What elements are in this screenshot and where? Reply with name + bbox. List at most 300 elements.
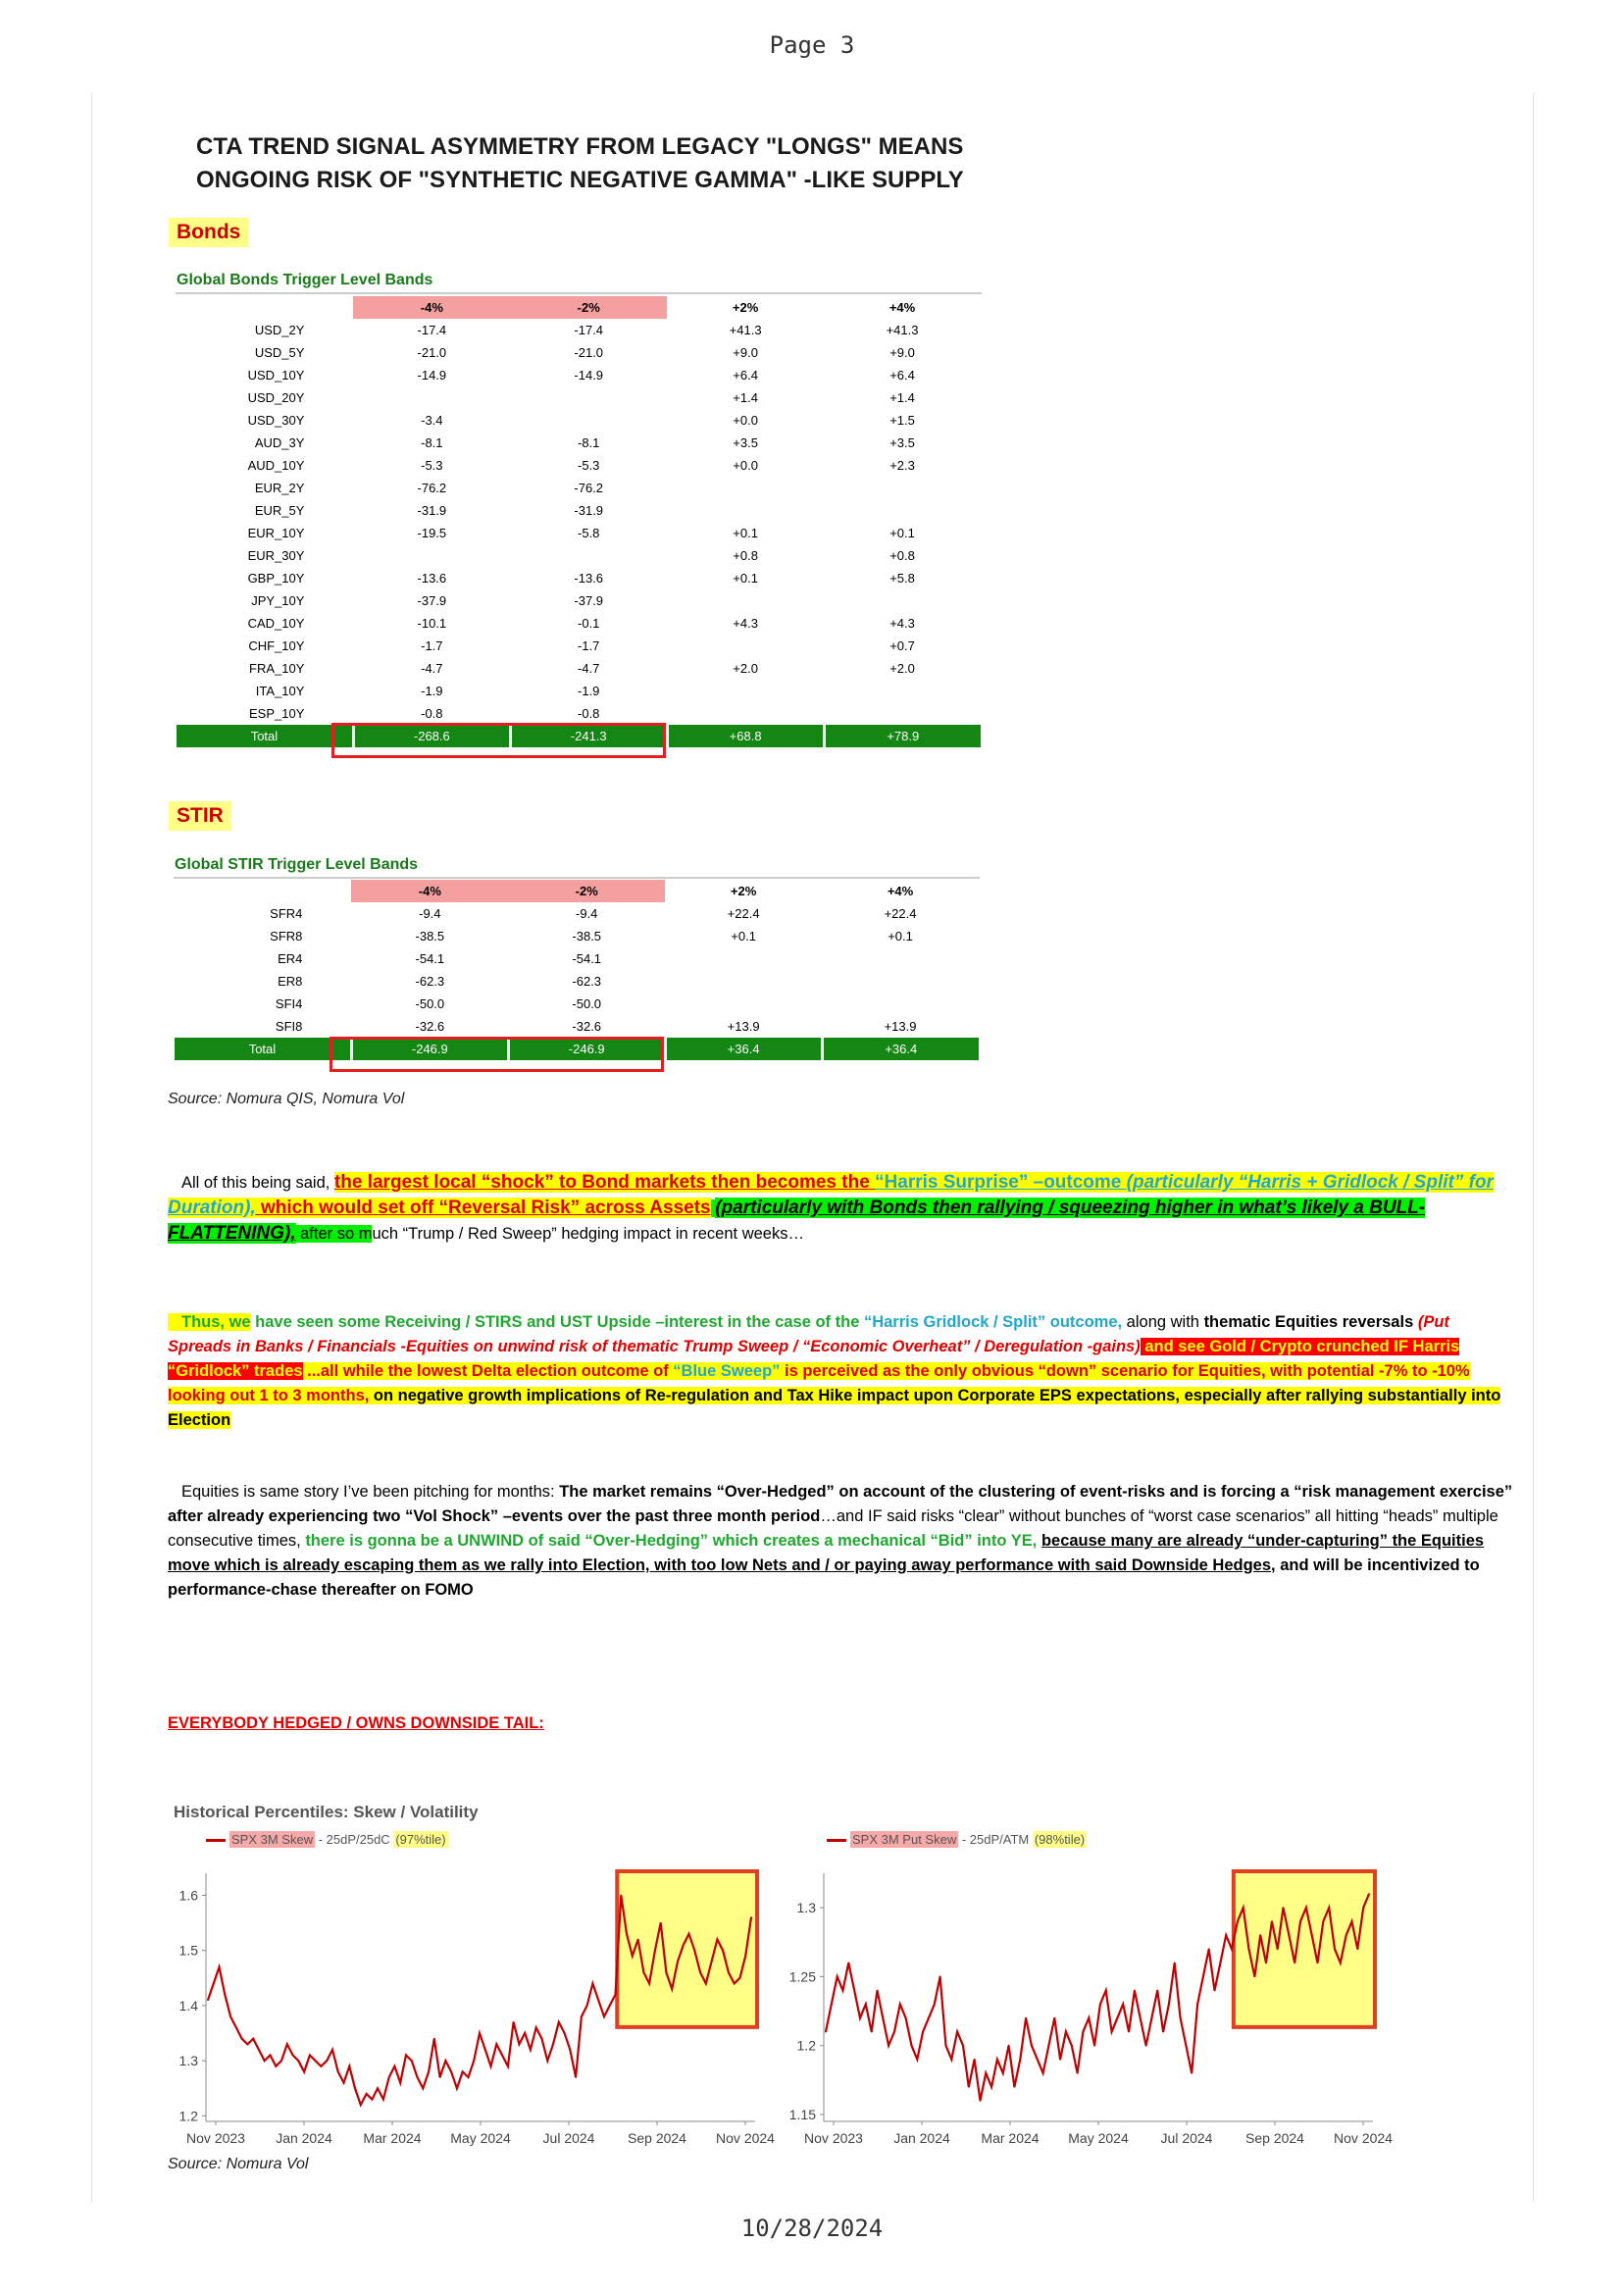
data-point <box>865 2004 867 2006</box>
data-point <box>219 1966 221 1968</box>
data-point <box>1071 2045 1073 2047</box>
data-point <box>507 2065 509 2067</box>
data-point <box>1328 1907 1330 1909</box>
data-point <box>321 2065 323 2067</box>
data-point <box>280 2060 282 2062</box>
row-label: EUR_2Y <box>254 481 305 495</box>
row-label: GBP_10Y <box>247 571 305 586</box>
data-point <box>1145 2045 1147 2047</box>
data-point <box>996 2059 998 2061</box>
data-point <box>847 1963 849 1964</box>
table-cell <box>822 947 979 970</box>
p3-unwind: there is gonna be a UNWIND of said “Over-Hedging” which creates a mechanical “Bid” into YE, <box>305 1532 1038 1550</box>
data-point <box>1294 1963 1295 1964</box>
table-cell: +13.9 <box>727 1019 760 1034</box>
row-label: USD_5Y <box>254 345 305 360</box>
total-cell: -268.6 <box>353 725 510 747</box>
page-header: Page 3 <box>769 31 855 59</box>
table-cell: -9.4 <box>419 906 441 921</box>
table-cell <box>665 993 822 1015</box>
data-point <box>671 1988 673 1990</box>
x-tick-label: Jan 2024 <box>893 2130 950 2146</box>
data-point <box>711 1961 713 1963</box>
table-cell <box>824 499 981 522</box>
data-point <box>911 2045 913 2047</box>
table-cell: -32.6 <box>415 1019 445 1034</box>
row-label: ER8 <box>278 974 303 989</box>
x-tick-label: Jul 2024 <box>1160 2130 1213 2146</box>
bonds-title-rule <box>176 292 982 294</box>
table-cell: -17.4 <box>417 323 447 337</box>
data-point <box>241 2038 243 2040</box>
table-header-row <box>177 296 981 319</box>
table-row <box>177 635 981 657</box>
row-label: SFI4 <box>275 996 303 1011</box>
table-cell: +0.1 <box>733 526 758 540</box>
p1-after-so-m: after so m <box>295 1225 373 1243</box>
table-cell: -54.1 <box>415 951 445 966</box>
data-point <box>394 2065 396 2067</box>
bonds-table-title: Global Bonds Trigger Level Bands <box>177 272 433 288</box>
table-cell: -5.8 <box>578 526 600 540</box>
chart-2-legend-pct: (98%tile) <box>1034 1832 1086 1847</box>
row-label: SFR4 <box>270 906 303 921</box>
data-point <box>842 1990 844 1992</box>
data-point <box>377 2087 379 2089</box>
table-cell: -31.9 <box>417 503 447 518</box>
data-point <box>354 2087 356 2089</box>
data-point <box>1053 2017 1055 2019</box>
data-point <box>1351 1920 1353 1922</box>
data-point <box>252 2038 254 2040</box>
y-tick-label: 1.3 <box>796 1900 816 1916</box>
data-point <box>609 2005 611 2007</box>
chart-1-legend-pct: (97%tile) <box>395 1832 446 1847</box>
data-point <box>462 2071 464 2073</box>
data-point <box>1202 1976 1204 1978</box>
chart-2-legend-desc: - 25dP/ATM <box>958 1832 1033 1847</box>
total-cell: +36.4 <box>822 1038 979 1060</box>
data-point <box>337 2071 339 2073</box>
table-cell: -38.5 <box>415 929 445 943</box>
data-point <box>229 2015 231 2017</box>
data-point <box>552 2043 554 2045</box>
data-point <box>1362 1907 1364 1909</box>
table-cell <box>667 702 824 725</box>
chart-1-legend-swatch <box>206 1839 226 1842</box>
data-point <box>1248 1948 1250 1950</box>
table-cell: +0.1 <box>733 571 758 586</box>
row-label: ER4 <box>278 951 303 966</box>
data-point <box>1128 2031 1130 2033</box>
data-point <box>1031 2045 1033 2047</box>
table-cell: -4.7 <box>578 661 600 676</box>
table-cell: +1.4 <box>733 390 758 405</box>
table-cell <box>824 680 981 702</box>
left-margin-line <box>91 93 92 2202</box>
table-cell: -1.9 <box>578 684 600 698</box>
y-tick-label: 1.2 <box>796 2037 816 2054</box>
data-point <box>1340 1963 1342 1964</box>
y-tick-label: 1.15 <box>788 2106 816 2122</box>
data-point <box>956 2031 958 2033</box>
table-cell: +6.4 <box>889 368 915 382</box>
data-point <box>535 2027 537 2029</box>
data-point <box>637 1939 639 1941</box>
data-point <box>705 1983 707 1985</box>
p3-performance-chase: and will be incentivized to performance-chase thereafter on FOMO <box>168 1556 1480 1599</box>
data-point <box>1345 1934 1347 1936</box>
table-row <box>175 947 979 970</box>
data-point <box>484 2049 486 2051</box>
data-point <box>417 2076 419 2078</box>
data-point <box>343 2082 345 2084</box>
table-cell: +0.1 <box>888 929 913 943</box>
table-cell: +41.3 <box>886 323 919 337</box>
chart-1-legend <box>206 1832 448 1847</box>
table-row <box>177 499 981 522</box>
bonds-section-label: Bonds <box>169 218 248 247</box>
source-note-2: Source: Nomura Vol <box>168 2156 309 2172</box>
table-row <box>177 386 981 409</box>
x-tick-label: Sep 2024 <box>1245 2130 1304 2146</box>
data-point <box>1237 1920 1239 1922</box>
data-point <box>632 1955 634 1957</box>
data-point <box>1117 2017 1119 2019</box>
data-point <box>382 2099 384 2101</box>
row-label: USD_20Y <box>247 390 305 405</box>
table-cell: -14.9 <box>417 368 447 382</box>
row-label: AUD_3Y <box>254 435 305 450</box>
data-point <box>1002 2072 1004 2074</box>
data-point <box>825 2031 827 2033</box>
data-point <box>699 1971 701 1973</box>
table-cell: -76.2 <box>574 481 604 495</box>
data-point <box>1214 1990 1216 1992</box>
p2-gridlock-outcome: “Harris Gridlock / Split” outcome, <box>863 1313 1123 1331</box>
data-point <box>899 2004 901 2006</box>
data-point <box>615 1994 617 1996</box>
data-point <box>326 2060 328 2062</box>
chart-1-legend-name: SPX 3M Skew <box>231 1832 314 1847</box>
y-tick-label: 1.4 <box>178 1997 198 2014</box>
data-point <box>928 2017 930 2019</box>
data-point <box>853 1990 855 1992</box>
table-cell: +0.1 <box>731 929 756 943</box>
data-point <box>399 2082 401 2084</box>
chart-2-legend <box>827 1832 1087 1847</box>
p1-bull-flattening: (particularly with Bonds then rallying / squeezing higher in what’s likely a BULL-FLATTENING), <box>168 1198 1426 1244</box>
data-point <box>648 1983 650 1985</box>
table-cell: +0.0 <box>733 413 758 428</box>
data-point <box>1277 1948 1279 1950</box>
table-row <box>177 680 981 702</box>
data-point <box>541 2038 543 2040</box>
p1-harris-gridlock: (particularly “Harris + Gridlock / Split” for Duration), <box>168 1172 1494 1218</box>
table-header-row <box>175 880 979 902</box>
data-point <box>292 2055 294 2057</box>
data-point <box>683 1944 685 1946</box>
p2-blue-sweep: “Blue Sweep” <box>673 1362 781 1380</box>
headline <box>196 130 1040 197</box>
data-point <box>1225 1934 1227 1936</box>
data-point <box>1322 1920 1324 1922</box>
data-point <box>877 1990 879 1992</box>
data-point <box>626 1933 628 1935</box>
data-point <box>372 2099 374 2101</box>
table-cell <box>510 386 667 409</box>
table-cell: -37.9 <box>574 593 604 608</box>
table-cell: -62.3 <box>572 974 602 989</box>
data-point <box>1311 1934 1313 1936</box>
data-point <box>575 2076 577 2078</box>
total-cell: +68.8 <box>667 725 824 747</box>
data-point <box>1265 1963 1267 1964</box>
column-header: -2% <box>508 880 665 902</box>
recent-period-highlight-box <box>1234 1871 1375 2027</box>
data-point <box>348 2065 350 2067</box>
right-margin-line <box>1533 93 1534 2202</box>
table-cell <box>667 499 824 522</box>
headline-line-2: ONGOING RISK OF "SYNTHETIC NEGATIVE GAMMA" -LIKE SUPPLY <box>196 167 964 193</box>
data-point <box>473 2060 475 2062</box>
data-point <box>962 2045 964 2047</box>
table-cell <box>822 970 979 993</box>
data-point <box>1151 2017 1153 2019</box>
p2-down-scenario: is perceived as the only obvious “down” scenario for Equities, with potential -7% to -10% looking out 1 to 3 months, <box>168 1362 1470 1404</box>
data-point <box>388 2076 390 2078</box>
everybody-hedged-subhead: EVERYBODY HEDGED / OWNS DOWNSIDE TAIL: <box>168 1714 544 1732</box>
data-point <box>564 2032 566 2034</box>
table-cell <box>353 544 510 567</box>
table-cell <box>667 477 824 499</box>
table-cell: -4.7 <box>421 661 443 676</box>
data-point <box>1220 1963 1222 1964</box>
p3-under-capturing: because many are already “under-capturing” the Equities move which is already escaping them as we rally into Election, with too low Nets and / or paying away performance with said Downside Hedges, <box>168 1532 1485 1574</box>
row-label: EUR_5Y <box>254 503 305 518</box>
p2-thus-we: Thus, we <box>168 1313 251 1331</box>
table-cell: -54.1 <box>572 951 602 966</box>
data-point <box>831 2004 833 2006</box>
table-cell <box>665 947 822 970</box>
data-point <box>620 1895 622 1897</box>
table-cell <box>667 589 824 612</box>
table-cell <box>353 386 510 409</box>
table-row <box>175 1015 979 1038</box>
data-point <box>660 1922 662 1924</box>
data-point <box>428 2071 430 2073</box>
data-point <box>411 2060 413 2062</box>
data-point <box>643 1971 645 1973</box>
table-cell: -0.1 <box>578 616 600 631</box>
data-point <box>871 2031 873 2033</box>
data-point <box>433 2038 435 2040</box>
y-tick-label: 1.5 <box>178 1942 198 1959</box>
total-label: Total <box>177 725 353 747</box>
p3-over-hedged: The market remains “Over-Hedged” on account of the clustering of event-risks and is forcing a “risk management exercise” after already experiencing two “Vol Shock” –events over the past three month period <box>168 1483 1513 1525</box>
data-point <box>859 2017 861 2019</box>
data-point <box>837 1976 838 1978</box>
table-cell: +3.5 <box>889 435 915 450</box>
y-tick-label: 1.6 <box>178 1887 198 1904</box>
data-point <box>1014 2086 1016 2088</box>
table-cell: -19.5 <box>417 526 447 540</box>
table-cell: +9.0 <box>733 345 758 360</box>
data-point <box>654 1950 656 1952</box>
data-point <box>1334 1948 1336 1950</box>
table-cell: -0.8 <box>578 706 600 721</box>
data-point <box>1077 2072 1079 2074</box>
table-row <box>177 409 981 432</box>
table-row <box>177 319 981 341</box>
source-note-1: Source: Nomura QIS, Nomura Vol <box>168 1091 405 1107</box>
p2-receiving: have seen some Receiving / STIRS and UST Upside –interest in the case of the <box>250 1313 864 1331</box>
column-header: +4% <box>887 884 914 898</box>
data-point <box>569 2049 571 2051</box>
row-label: AUD_10Y <box>247 458 305 473</box>
table-cell <box>665 970 822 993</box>
charts-title: Historical Percentiles: Skew / Volatility <box>174 1803 479 1821</box>
data-point <box>558 2021 560 2023</box>
stir-total-highlight-box <box>330 1037 664 1072</box>
table-row <box>177 702 981 725</box>
table-cell: -50.0 <box>415 996 445 1011</box>
table-cell <box>510 544 667 567</box>
table-cell: +0.8 <box>733 548 758 563</box>
data-point <box>1271 1920 1273 1922</box>
table-row <box>177 477 981 499</box>
data-point <box>1042 2072 1044 2074</box>
data-point <box>688 1933 690 1935</box>
data-point <box>1196 2004 1198 2006</box>
x-tick-label: Nov 2023 <box>804 2130 863 2146</box>
table-cell: -21.0 <box>574 345 604 360</box>
p1-shock-text: the largest local “shock” to Bond markets then becomes the <box>333 1172 876 1193</box>
table-cell: +4.3 <box>733 616 758 631</box>
row-label: EUR_10Y <box>247 526 305 540</box>
data-point <box>445 2060 447 2062</box>
column-header: +2% <box>732 300 759 315</box>
data-point <box>905 2017 907 2019</box>
table-cell: +22.4 <box>884 906 917 921</box>
data-point <box>422 2087 424 2089</box>
data-point <box>893 2031 895 2033</box>
data-point <box>980 2100 982 2102</box>
column-header: -4% <box>353 296 510 319</box>
data-point <box>916 2059 918 2061</box>
table-cell <box>824 702 981 725</box>
data-point <box>603 2015 605 2017</box>
data-point <box>1083 2031 1085 2033</box>
table-row <box>177 341 981 364</box>
row-label: USD_10Y <box>247 368 305 382</box>
p2-along-with: along with <box>1122 1313 1204 1331</box>
data-point <box>1105 1990 1107 1992</box>
x-tick-label: Nov 2024 <box>1334 2130 1393 2146</box>
data-point <box>439 2076 441 2078</box>
table-row <box>175 993 979 1015</box>
data-point <box>297 2060 299 2062</box>
table-row <box>177 612 981 635</box>
row-label: ITA_10Y <box>255 684 305 698</box>
table-cell <box>822 993 979 1015</box>
bonds-total-highlight-box <box>331 723 666 758</box>
table-row <box>177 454 981 477</box>
table-cell <box>667 680 824 702</box>
row-label: USD_2Y <box>254 323 305 337</box>
table-cell: -62.3 <box>415 974 445 989</box>
table-row <box>175 925 979 947</box>
data-point <box>666 1971 668 1973</box>
column-header: -2% <box>510 296 667 319</box>
table-cell: -31.9 <box>574 503 604 518</box>
table-cell: -3.4 <box>421 413 443 428</box>
data-point <box>1025 2017 1027 2019</box>
data-point <box>1140 2017 1142 2019</box>
data-point <box>586 2005 588 2007</box>
data-point <box>968 2086 970 2088</box>
data-point <box>546 2060 548 2062</box>
data-point <box>581 2015 583 2017</box>
table-cell: -13.6 <box>417 571 447 586</box>
p2-gold-crypto: and see Gold / Crypto crunched IF Harris “Gridlock” trades <box>168 1338 1460 1380</box>
data-point <box>1059 2059 1061 2061</box>
bonds-trigger-table <box>177 296 981 747</box>
table-cell: -14.9 <box>574 368 604 382</box>
data-point <box>286 2043 288 2045</box>
chart-1-legend-desc: - 25dP/25dC <box>315 1832 394 1847</box>
x-tick-label: May 2024 <box>450 2130 511 2146</box>
table-row <box>177 522 981 544</box>
paragraph-equities <box>168 1480 1516 1603</box>
data-point <box>479 2032 481 2034</box>
row-label: USD_30Y <box>247 413 305 428</box>
data-point <box>530 2049 532 2051</box>
data-point <box>1008 2045 1010 2047</box>
table-cell <box>824 589 981 612</box>
x-tick-label: Jul 2024 <box>542 2130 595 2146</box>
data-point <box>519 2043 521 2045</box>
spx-3m-skew-chart <box>167 1859 785 2148</box>
data-point <box>207 1999 209 2001</box>
data-point <box>1299 1920 1301 1922</box>
x-tick-label: Sep 2024 <box>628 2130 686 2146</box>
table-cell: +22.4 <box>727 906 760 921</box>
data-point <box>734 1983 736 1985</box>
paragraph-bonds-shock <box>168 1170 1516 1247</box>
table-cell: +0.0 <box>733 458 758 473</box>
data-point <box>264 2060 266 2062</box>
data-point <box>213 1983 215 1985</box>
data-point <box>1093 2045 1095 2047</box>
data-point <box>888 2045 889 2047</box>
data-point <box>1037 2059 1039 2061</box>
data-point <box>513 2021 515 2023</box>
row-label: EUR_30Y <box>247 548 305 563</box>
table-cell: +0.8 <box>889 548 915 563</box>
data-point <box>1180 2017 1182 2019</box>
page-footer: 10/28/2024 <box>740 2215 884 2242</box>
data-point <box>597 1999 599 2001</box>
table-cell: +0.1 <box>889 526 915 540</box>
data-point <box>882 2017 884 2019</box>
data-point <box>750 1916 752 1918</box>
stir-table-title: Global STIR Trigger Level Bands <box>175 856 419 873</box>
paragraph-thus <box>168 1310 1516 1433</box>
table-cell <box>667 635 824 657</box>
data-point <box>1048 2045 1050 2047</box>
x-tick-label: Jan 2024 <box>276 2130 332 2146</box>
